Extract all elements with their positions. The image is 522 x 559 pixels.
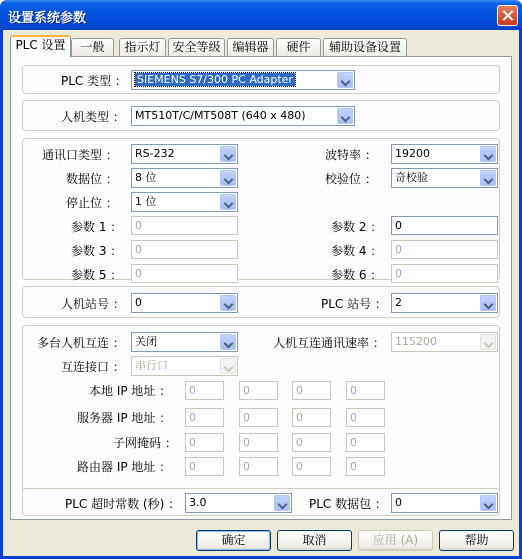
tab-panel-plc-settings: [10, 56, 512, 520]
hmi-station-value: 0: [135, 296, 142, 309]
param-6-label: 参数 6 ：: [331, 268, 383, 282]
comm-port-select[interactable]: [131, 144, 238, 164]
server-ip-octet-3[interactable]: 0: [292, 408, 331, 427]
server-ip-octet-1[interactable]: 0: [185, 408, 224, 427]
chevron-down-icon[interactable]: [274, 495, 290, 511]
plc-type-label: PLC 类型 ：: [61, 74, 127, 88]
param-3-input[interactable]: 0: [131, 240, 238, 259]
chevron-down-icon[interactable]: [220, 170, 236, 186]
tab-security-level[interactable]: 安全等级: [168, 38, 225, 56]
plc-station-select[interactable]: [391, 293, 498, 313]
hmi-station-label: 人机站号 ：: [61, 297, 125, 311]
multi-link-value: 关闭: [135, 335, 157, 348]
chevron-down-icon[interactable]: [337, 108, 353, 124]
router-ip-octet-2[interactable]: 0: [239, 457, 278, 476]
multi-link-label: 多台人机互连 ：: [37, 336, 125, 350]
multi-hmi-group: [22, 325, 500, 509]
link-speed-value: 115200: [395, 335, 437, 348]
stop-bits-select[interactable]: [131, 192, 238, 212]
local-ip-octet-2[interactable]: 0: [239, 381, 278, 400]
chevron-down-icon[interactable]: [480, 295, 496, 311]
hmi-type-label: 人机类型 ：: [61, 110, 125, 124]
subnet-mask-octet-4[interactable]: 0: [346, 433, 385, 452]
data-bits-value: 8 位: [135, 171, 157, 184]
tab-general[interactable]: 一般: [71, 38, 114, 56]
plc-timeout-label: PLC 超时常数 (秒) ：: [65, 497, 181, 511]
comm-port-label: 通讯口类型 ：: [42, 148, 118, 162]
baud-rate-select[interactable]: [391, 144, 498, 164]
plc-type-value: SIEMENS S7/300 PC Adapter: [137, 73, 293, 86]
plc-type-group: [22, 65, 500, 94]
plc-station-label: PLC 站号 ：: [321, 297, 387, 311]
chevron-down-icon[interactable]: [480, 334, 496, 350]
subnet-mask-label: 子网掩码 ：: [113, 436, 177, 450]
title-bar[interactable]: [0, 0, 522, 30]
communication-group: [22, 138, 500, 280]
local-ip-octet-3[interactable]: 0: [292, 381, 331, 400]
parity-label: 校验位 ：: [325, 172, 377, 186]
param-4-label: 参数 4 ：: [331, 244, 383, 258]
multi-link-select[interactable]: [131, 332, 238, 352]
ok-button[interactable]: 确定: [196, 530, 271, 551]
param-2-input[interactable]: 0: [391, 216, 498, 235]
chevron-down-icon[interactable]: [480, 495, 496, 511]
plc-packet-label: PLC 数据包 ：: [309, 497, 387, 511]
plc-station-value: 2: [395, 296, 402, 309]
plc-timeout-select[interactable]: [185, 493, 292, 513]
router-ip-label: 路由器 IP 地址 ：: [77, 460, 172, 474]
link-speed-select[interactable]: [391, 332, 498, 352]
link-port-label: 互连接口 ：: [61, 360, 125, 374]
param-5-label: 参数 5 ：: [71, 268, 123, 282]
param-5-input[interactable]: 0: [131, 264, 238, 283]
tab-plc-settings[interactable]: PLC 设置: [10, 35, 71, 57]
tab-editor[interactable]: 编辑器: [227, 38, 274, 56]
param-4-input[interactable]: 0: [391, 240, 498, 259]
server-ip-octet-4[interactable]: 0: [346, 408, 385, 427]
data-bits-select[interactable]: [131, 168, 238, 188]
server-ip-label: 服务器 IP 地址 ：: [77, 411, 172, 425]
subnet-mask-octet-3[interactable]: 0: [292, 433, 331, 452]
router-ip-octet-1[interactable]: 0: [185, 457, 224, 476]
param-2-label: 参数 2 ：: [331, 220, 383, 234]
tab-auxiliary-devices[interactable]: 辅助设备设置: [323, 38, 407, 56]
station-group: [22, 286, 500, 318]
tab-hardware[interactable]: 硬件: [276, 38, 321, 56]
hmi-type-value: MT510T/C/MT508T (640 x 480): [135, 109, 306, 122]
baud-rate-value: 19200: [395, 147, 430, 160]
chevron-down-icon[interactable]: [220, 334, 236, 350]
subnet-mask-octet-2[interactable]: 0: [239, 433, 278, 452]
link-port-value: 串行口: [135, 359, 168, 372]
cancel-button[interactable]: 取消: [277, 530, 352, 551]
param-3-label: 参数 3 ：: [71, 244, 123, 258]
chevron-down-icon[interactable]: [220, 358, 236, 374]
window-title: 设置系统参数: [8, 11, 87, 26]
chevron-down-icon[interactable]: [480, 146, 496, 162]
stop-bits-value: 1 位: [135, 195, 157, 208]
chevron-down-icon[interactable]: [220, 146, 236, 162]
hmi-station-select[interactable]: [131, 293, 238, 313]
apply-button[interactable]: 应用 (A): [358, 530, 433, 551]
param-6-input[interactable]: 0: [391, 264, 498, 283]
link-port-select[interactable]: [131, 356, 238, 376]
subnet-mask-octet-1[interactable]: 0: [185, 433, 224, 452]
baud-rate-label: 波特率 ：: [325, 148, 377, 162]
tab-indicator[interactable]: 指示灯: [119, 38, 166, 56]
link-speed-label: 人机互连通讯速率 ：: [273, 336, 385, 350]
param-1-input[interactable]: 0: [131, 216, 238, 235]
close-icon[interactable]: [497, 5, 518, 26]
server-ip-octet-2[interactable]: 0: [239, 408, 278, 427]
parity-select[interactable]: [391, 168, 498, 188]
local-ip-label: 本地 IP 地址 ：: [89, 384, 172, 398]
parity-value: 奇校验: [395, 171, 428, 184]
local-ip-octet-1[interactable]: 0: [185, 381, 224, 400]
help-button[interactable]: 帮助: [439, 530, 514, 551]
plc-packet-value: 0: [395, 496, 402, 509]
param-1-label: 参数 1 ：: [71, 220, 123, 234]
hmi-type-group: [22, 100, 500, 131]
chevron-down-icon[interactable]: [220, 194, 236, 210]
chevron-down-icon[interactable]: [480, 170, 496, 186]
chevron-down-icon[interactable]: [337, 72, 353, 88]
dialog-body: [3, 30, 519, 556]
data-bits-label: 数据位 ：: [66, 172, 118, 186]
local-ip-octet-4[interactable]: 0: [346, 381, 385, 400]
timeout-group: [22, 488, 500, 516]
comm-port-value: RS-232: [135, 147, 175, 160]
router-ip-octet-3[interactable]: 0: [292, 457, 331, 476]
plc-timeout-value: 3.0: [189, 496, 207, 509]
stop-bits-label: 停止位 ：: [66, 196, 118, 210]
plc-type-select[interactable]: [131, 70, 355, 90]
hmi-type-select[interactable]: [131, 106, 355, 126]
router-ip-octet-4[interactable]: 0: [346, 457, 385, 476]
plc-packet-select[interactable]: [391, 493, 498, 513]
chevron-down-icon[interactable]: [220, 295, 236, 311]
